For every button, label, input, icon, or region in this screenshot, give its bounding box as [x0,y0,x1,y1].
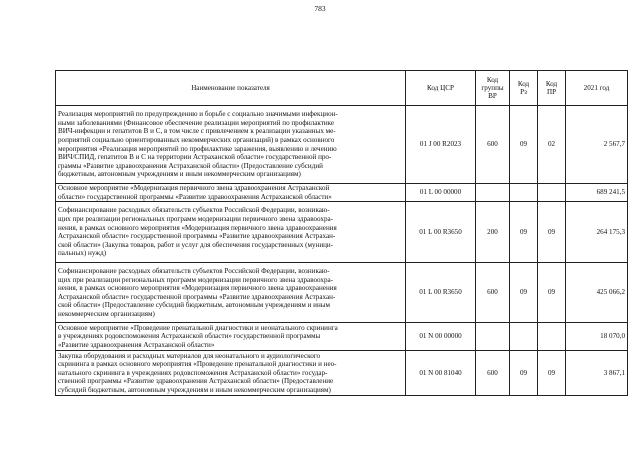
indicator-name-line: Астраханской области» государственной программы «Развитие здравоохранения Астрахан- [58,292,336,301]
budget-table [55,70,628,396]
header-year: 2021 год [566,71,628,106]
header-vr [476,71,510,106]
indicator-name [56,106,406,184]
csr-code: 01 N 00 81040 [406,351,476,396]
vr-code: 600 [476,263,510,323]
indicator-name-line: некоммерческим организациям) [58,309,155,318]
vr-code: 600 [476,106,510,184]
vr-code: 600 [476,351,510,396]
pr-code: 09 [538,202,566,263]
rz-code: 09 [510,263,538,323]
csr-code: 01 L 00 R3650 [406,263,476,323]
amount-2021: 425 066,2 [566,263,628,323]
csr-code: 01 J 00 R2023 [406,106,476,184]
page-number: 783 [314,4,326,13]
indicator-name [56,184,406,202]
header-vr-line: Код [486,75,499,84]
header-pr [538,71,566,106]
indicator-name-line: натального скрининга в учреждениях родовспоможения Астраханской области» государ- [58,368,328,377]
indicator-name-line: Основное мероприятие «Модернизация первичного звена здравоохранения Астраханской [58,184,330,192]
rz-code [510,184,538,202]
indicator-name-line: в учреждениях родовспоможения Астраханской области» государственной программы [58,332,321,341]
table-row [56,184,628,202]
indicator-name [56,351,406,396]
pr-code: 02 [538,106,566,184]
csr-code: 01 L 00 00000 [406,184,476,202]
rz-code: 09 [510,351,538,396]
indicator-name-line: скрининга в рамках основного мероприятия «Проведение пренатальной диагностики и нео- [58,360,337,369]
indicator-name-line: ными заболеваниями (Финансовое обеспечение реализации мероприятий по профилактике [58,118,335,127]
amount-2021: 2 567,7 [566,106,628,184]
indicator-name-line: роприятий социально ориентированных некоммерческих организаций) в рамках основного [58,135,335,144]
indicator-name-line: ВИЧ/СПИД, гепатитов В и С на территории Астраханской области» государственной про- [58,153,332,162]
amount-2021: 264 175,3 [566,202,628,263]
indicator-name-line: нения, в рамках основного мероприятия «Модернизация первичного звена здравоохранения [58,223,337,232]
header-csr: Код ЦСР [406,71,476,106]
rz-code: 09 [510,202,538,263]
indicator-name-line: Основное мероприятие «Проведение пренатальной диагностики и неонатального скрининга [58,323,338,332]
indicator-name-line: «Развитие здравоохранения Астраханской области» [58,340,215,349]
header-rz [510,71,538,106]
header-row [56,71,628,106]
csr-code: 01 N 00 00000 [406,323,476,351]
indicator-name-line: Софинансирование расходных обязательств субъектов Российской Федерации, возникаю- [58,266,330,275]
vr-code [476,184,510,202]
indicator-name [56,263,406,323]
indicator-name-line: мероприятия «Реализация мероприятий по профилактике заражения, выявлению и лечению [58,144,337,153]
vr-code: 200 [476,202,510,263]
table-row [56,351,628,396]
indicator-name-line: пальных) нужд) [58,249,107,258]
indicator-name-line: ВИЧ-инфекции и гепатитов В и С, в том числе с привлечением к реализации указанных ме- [58,127,336,136]
pr-code: 09 [538,263,566,323]
header-rz-line: Рз [520,88,527,96]
vr-code [476,323,510,351]
table-row [56,323,628,351]
indicator-name-line: ственной программы «Развитие здравоохранения Астраханской области» (Предоставление [58,377,334,386]
rz-code: 09 [510,106,538,184]
header-rz-line: Код [517,79,530,88]
header-pr-line: Код [545,79,558,88]
indicator-name-line: щих при реализации региональных программ модернизации первичного звена здравоохра- [58,215,334,223]
pr-code [538,184,566,202]
table-row [56,263,628,323]
table-row [56,106,628,184]
amount-2021: 3 867,1 [566,351,628,396]
pr-code [538,323,566,351]
rz-code [510,323,538,351]
indicator-name-line: Закупка оборудования и расходных материалов для неонатального и аудиологического [58,351,321,360]
indicator-name-line: области» государственной программы «Развитие здравоохранения Астраханской области» [58,192,332,201]
indicator-name-line: ской области» (Закупка товаров, работ и услуг для обеспечения государственных (муници- [58,240,334,249]
indicator-name-line: Астраханской области» государственной программы «Развитие здравоохранения Астрахан- [58,232,336,241]
indicator-name [56,323,406,351]
indicator-name-line: нения, в рамках основного мероприятия «Модернизация первичного звена здравоохранения [58,284,337,293]
header-pr-line: ПР [546,88,557,96]
amount-2021: 18 070,0 [566,323,628,351]
table-row [56,202,628,263]
indicator-name-line: ской области» (Предоставление субсидий бюджетным, автономным учреждениям и иным [58,301,330,310]
header-vr-line: группы [481,83,504,92]
indicator-name-line: щих при реализации региональных программ модернизации первичного звена здравоохра- [58,275,334,284]
indicator-name-line: граммы «Развитие здравоохранения Астраханской области» (Предоставление субсидий [58,161,323,170]
indicator-name-line: Реализация мероприятий по предупреждению и борьбе с социально значимыми инфекцион- [58,110,338,119]
pr-code: 09 [538,351,566,396]
csr-code: 01 L 00 R3650 [406,202,476,263]
indicator-name [56,202,406,263]
header-vr-line: ВР [488,92,497,101]
indicator-name-line: Софинансирование расходных обязательств субъектов Российской Федерации, возникаю- [58,206,330,215]
indicator-name-line: бюджетным, автономным учреждениям и иным некоммерческим организациям) [58,170,301,179]
amount-2021: 689 241,5 [566,184,628,202]
indicator-name-line: субсидий бюджетным, автономным учреждениям и иным некоммерческим организациям) [58,386,331,395]
header-name: Наименование показателя [56,71,406,106]
